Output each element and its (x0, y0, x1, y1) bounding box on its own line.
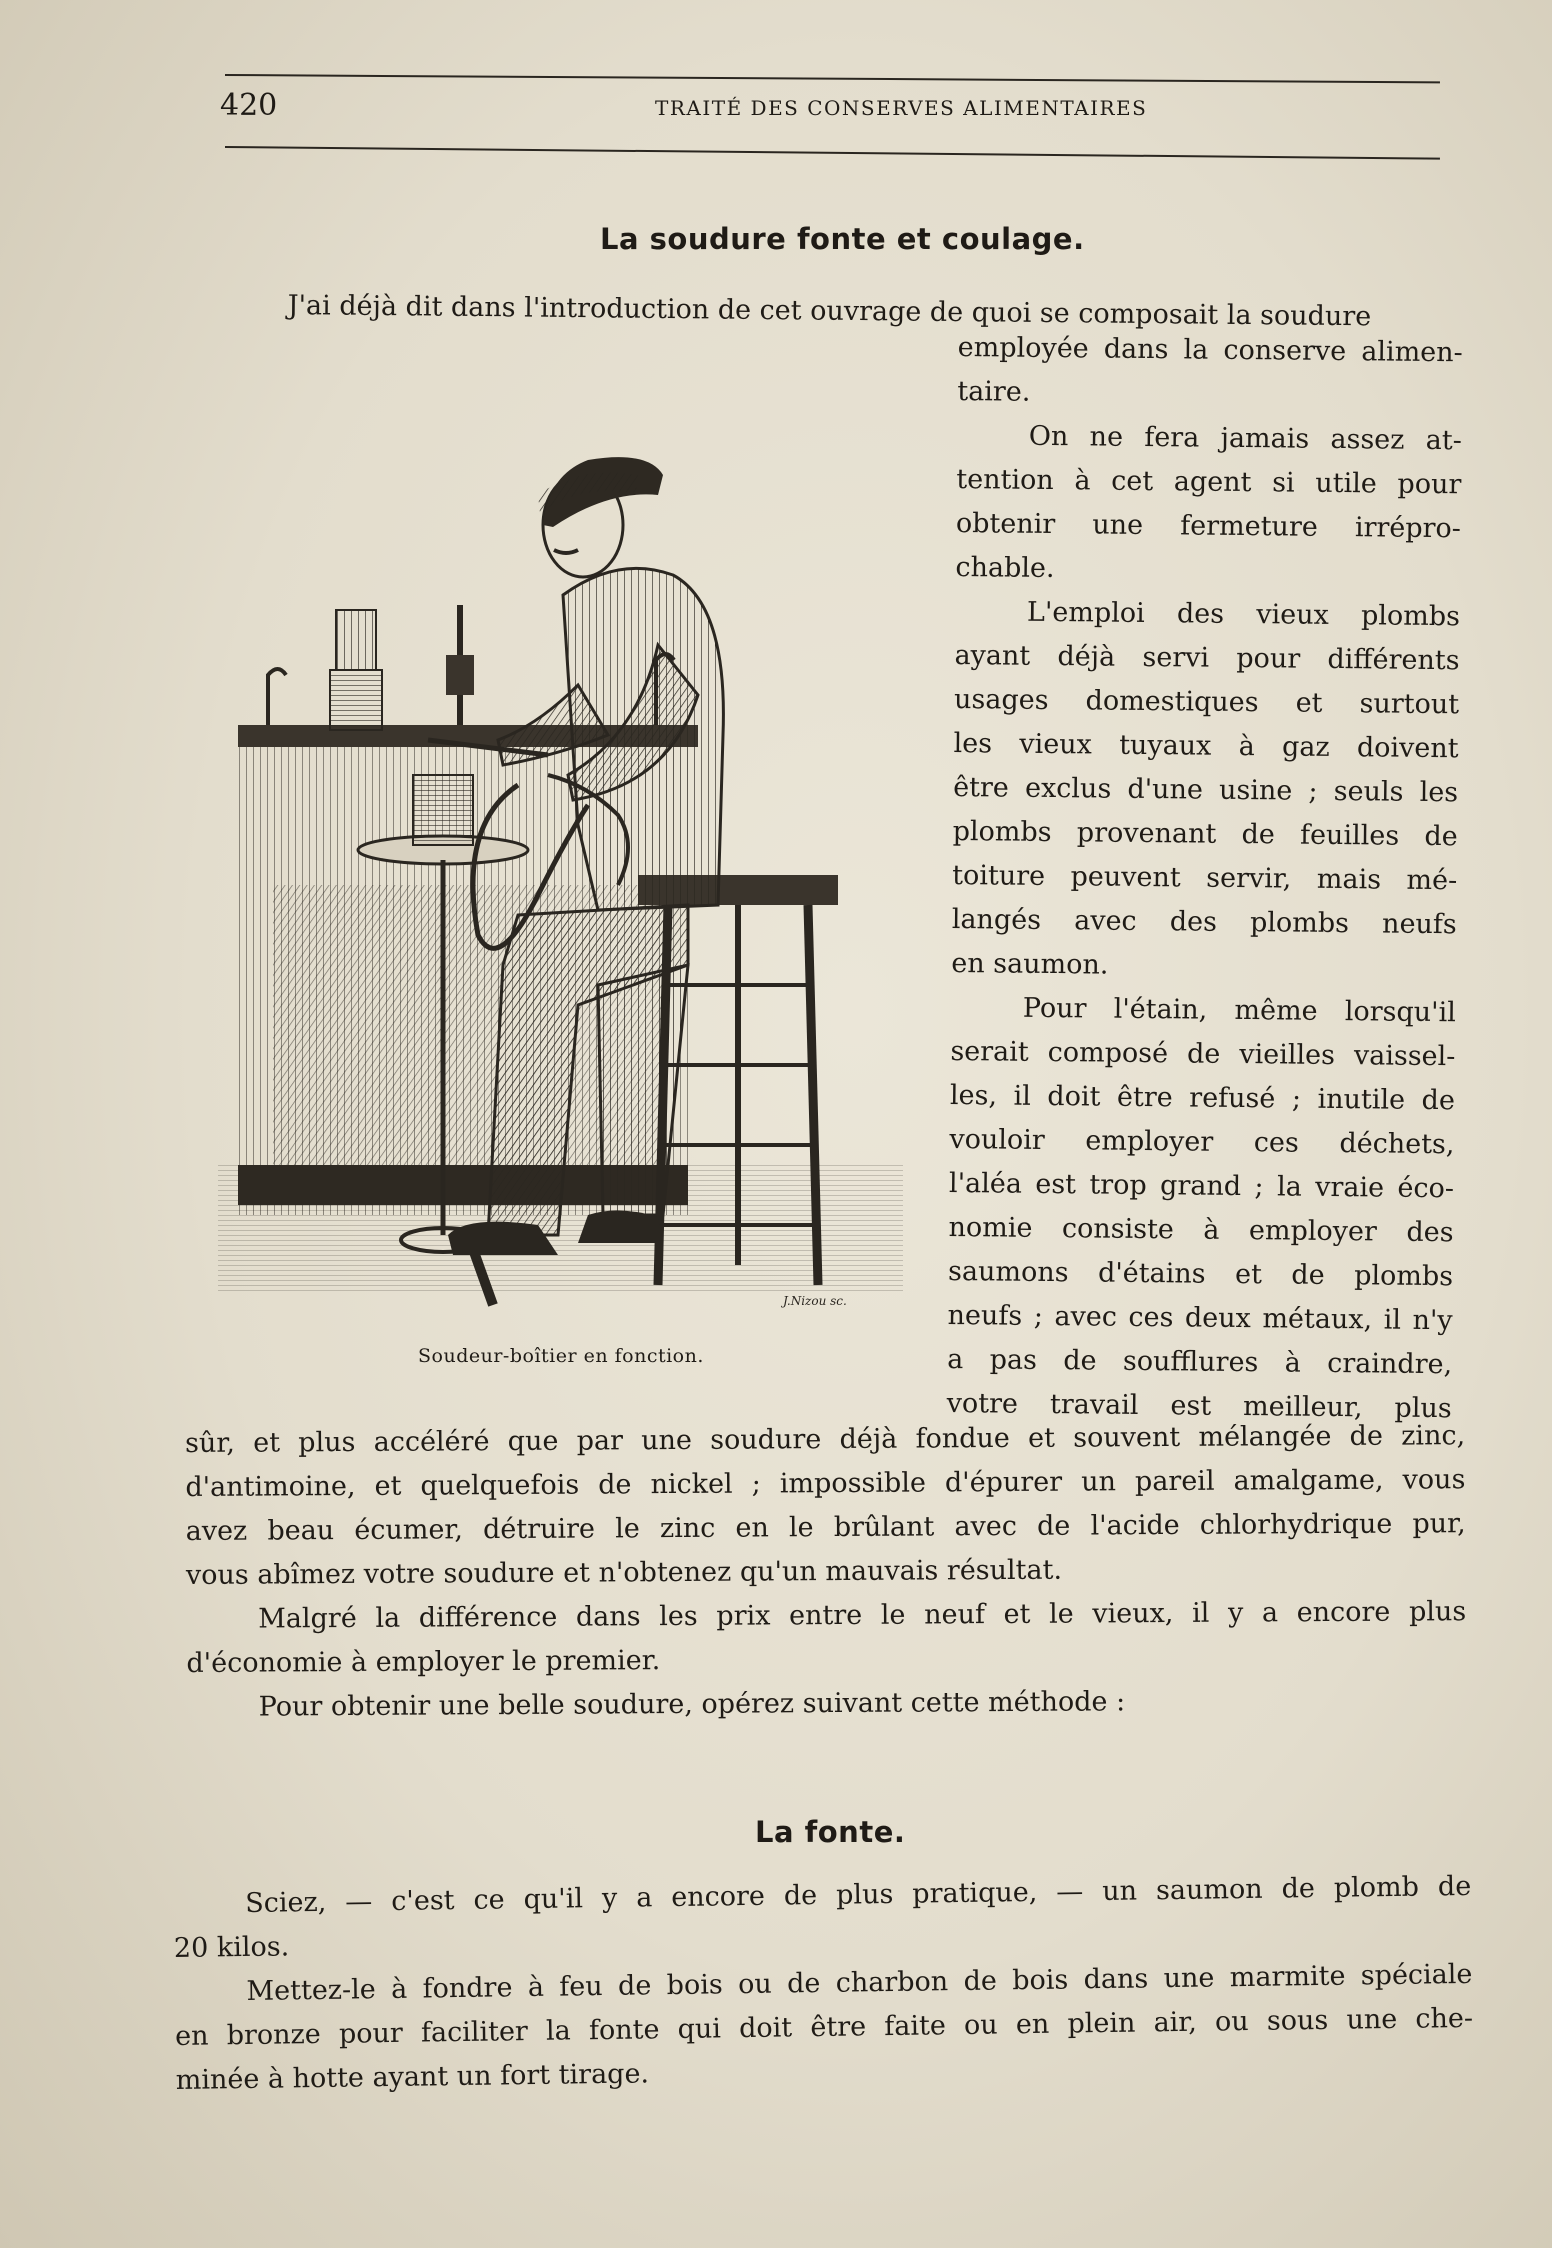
text-line: tention à cet agent si utile pour (956, 463, 1462, 501)
text-line: les vieux tuyaux à gaz doivent (953, 727, 1459, 765)
text-line: toiture peuvent servir, mais mé- (952, 859, 1458, 897)
header-rule-top (225, 74, 1440, 83)
text-line: en saumon. (951, 947, 1109, 981)
text-line: vouloir employer ces déchets, (949, 1123, 1455, 1161)
text-line: minée à hotte ayant un fort tirage. (175, 2058, 650, 2096)
text-line: L'emploi des vieux plombs (1026, 596, 1461, 633)
text-line: d'économie à employer le premier. (186, 1645, 661, 1679)
text-line: plombs provenant de feuilles de (952, 815, 1458, 853)
text-line: d'antimoine, et quelquefois de nickel ; impossible d'épurer un pareil amalgame, vous (185, 1464, 1466, 1503)
text-line: nomie consiste à employer des (948, 1211, 1454, 1249)
running-title: TRAITÉ DES CONSERVES ALIMENTAIRES (655, 96, 1148, 120)
figure-caption: Soudeur-boîtier en fonction. (418, 1345, 704, 1367)
text-line: saumons d'étains et de plombs (947, 1255, 1454, 1293)
text-line: être exclus d'une usine ; seuls les (953, 771, 1459, 809)
engraving-image (218, 405, 903, 1325)
text-line: usages domestiques et surtout (953, 683, 1460, 721)
text-line: Pour obtenir une belle soudure, opérez suivant cette méthode : (258, 1686, 1126, 1723)
text-line: sûr, et plus accéléré que par une soudure déjà fondue et souvent mélangée de zinc, (185, 1420, 1466, 1459)
text-line: Sciez, — c'est ce qu'il y a encore de plus pratique, — un saumon de plomb de (245, 1870, 1472, 1919)
text-line: langés avec des plombs neufs (951, 903, 1457, 941)
engraver-signature: J.Nizou sc. (783, 1294, 847, 1308)
text-line: votre travail est meilleur, plus (946, 1387, 1452, 1425)
page-number: 420 (220, 88, 278, 123)
text-line: 20 kilos. (173, 1931, 290, 1964)
text-line: vous abîmez votre soudure et n'obtenez qu'un mauvais résultat. (185, 1554, 1063, 1591)
text-line: en bronze pour faciliter la fonte qui doit être faite ou en plein air, ou sous une che- (174, 2002, 1474, 2052)
text-line: Mettez-le à fondre à feu de bois ou de charbon de bois dans une marmite spéciale (246, 1958, 1473, 2007)
text-line: On ne fera jamais assez at- (1028, 420, 1462, 457)
full-width-text (185, 1414, 1467, 1730)
text-line: obtenir une fermeture irrépro- (955, 507, 1462, 545)
text-line: avez beau écumer, détruire le zinc en le brûlant avec de l'acide chlorhydrique pur, (185, 1508, 1466, 1547)
right-column-text (946, 326, 1462, 1431)
text-line: l'aléa est trop grand ; la vraie éco- (948, 1167, 1455, 1205)
text-line: chable. (955, 551, 1055, 585)
fonte-text (173, 1865, 1474, 2103)
engraving-soudeur-illustration (218, 405, 903, 1325)
text-line: serait composé de vieilles vaissel- (950, 1035, 1456, 1073)
text-line: taire. (957, 375, 1031, 408)
header-rule-bottom (225, 146, 1440, 160)
text-line: les, il doit être refusé ; inutile de (949, 1079, 1456, 1117)
text-line: J'ai déjà dit dans l'introduction de cet ouvrage de quoi se composait la soudure (287, 289, 1372, 333)
text-line: Pour l'étain, même lorsqu'il (1022, 992, 1456, 1029)
text-line: Malgré la différence dans les prix entre le neuf et le vieux, il y a encore plus (258, 1596, 1467, 1635)
section-heading-fonte: La fonte. (755, 1815, 906, 1849)
text-line: employée dans la conserve alimen- (957, 331, 1463, 369)
text-line: ayant déjà servi pour différents (954, 639, 1460, 677)
text-line: a pas de soufflures à craindre, (947, 1343, 1453, 1381)
text-line: neufs ; avec ces deux métaux, il n'y (947, 1299, 1453, 1337)
section-heading-soudure: La soudure fonte et coulage. (600, 222, 1085, 256)
